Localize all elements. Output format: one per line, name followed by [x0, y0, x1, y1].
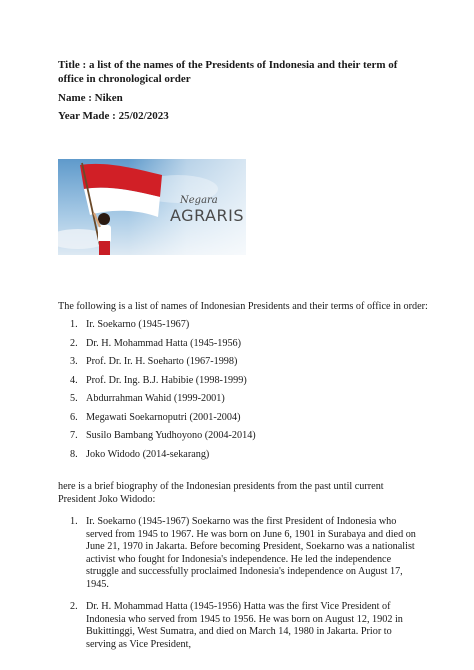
list-number: 2. [70, 337, 78, 349]
list-item-text: Dr. H. Mohammad Hatta (1945-1956) [86, 337, 242, 349]
president-list-item [60, 392, 256, 411]
biography-list-item [60, 516, 416, 591]
biography-list [60, 516, 416, 661]
list-number: 5. [70, 393, 78, 404]
president-list-item [60, 355, 256, 374]
list-number: 1. [70, 516, 78, 527]
list-item-text: Prof. Dr. Ir. H. Soeharto (1967-1998) [86, 356, 238, 367]
list-number: 7. [70, 430, 78, 441]
list-item-text: Susilo Bambang Yudhoyono (2004-2014) [86, 430, 256, 441]
biography-list-item [60, 601, 416, 651]
list-number: 3. [70, 356, 78, 367]
president-list-item [60, 411, 256, 430]
list-item-text: Megawati Soekarnoputri (2001-2004) [86, 411, 241, 423]
list-number: 8. [70, 448, 78, 460]
year-made: Year Made : 25/02/2023 [58, 110, 169, 122]
document-title: Title : a list of the names of the Presidents of Indonesia and their term of office in chronological order [58, 59, 398, 85]
president-list-item [60, 337, 256, 356]
author-name: Name : Niken [58, 92, 123, 104]
banner-illustration [58, 159, 246, 255]
svg-text:Negara: Negara [180, 195, 218, 206]
list-item-text: Joko Widodo (2014-sekarang) [86, 448, 210, 460]
president-list-item [60, 318, 256, 337]
list-item-text: Ir. Soekarno (1945-1967) Soekarno was the first President of Indonesia who served from 1945 to 1967. He was born on June 6, 1901 in Surabaya and died on June 21, 1970 in Jakarta. Before becoming President, Soekarno was a nationalist activist who fought for Indonesia's independence. He led the independence struggle and successfully proclaimed Indonesia's independence on August 17, 1945. [86, 516, 416, 590]
negara-agraris-banner-image [58, 159, 246, 255]
president-list-item [60, 429, 256, 448]
presidents-list [60, 318, 256, 466]
list-number: 6. [70, 411, 78, 423]
list-number: 4. [70, 374, 78, 386]
list-item-text: Abdurrahman Wahid (1999-2001) [86, 393, 225, 404]
biography-intro: here is a brief biography of the Indonesian presidents from the past until current President Joko Widodo: [58, 481, 384, 505]
president-list-item [60, 374, 256, 393]
svg-text:AGRARIS: AGRARIS [170, 206, 244, 225]
list-item-text: Dr. H. Mohammad Hatta (1945-1956) Hatta was the first Vice President of Indonesia who served from 1945 to 1956. He was born on August 12, 1902 in Bukittinggi, West Sumatra, and died on March 14, 1980 in Jakarta. Prior to serving as Vice President, [86, 601, 403, 650]
presidents-list-intro: The following is a list of names of Indonesian Presidents and their terms of office in order: [58, 301, 428, 312]
president-list-item [60, 448, 256, 467]
list-item-text: Prof. Dr. Ing. B.J. Habibie (1998-1999) [86, 374, 247, 386]
list-item-text: Ir. Soekarno (1945-1967) [86, 319, 190, 330]
list-number: 2. [70, 601, 78, 612]
list-number: 1. [70, 319, 78, 330]
